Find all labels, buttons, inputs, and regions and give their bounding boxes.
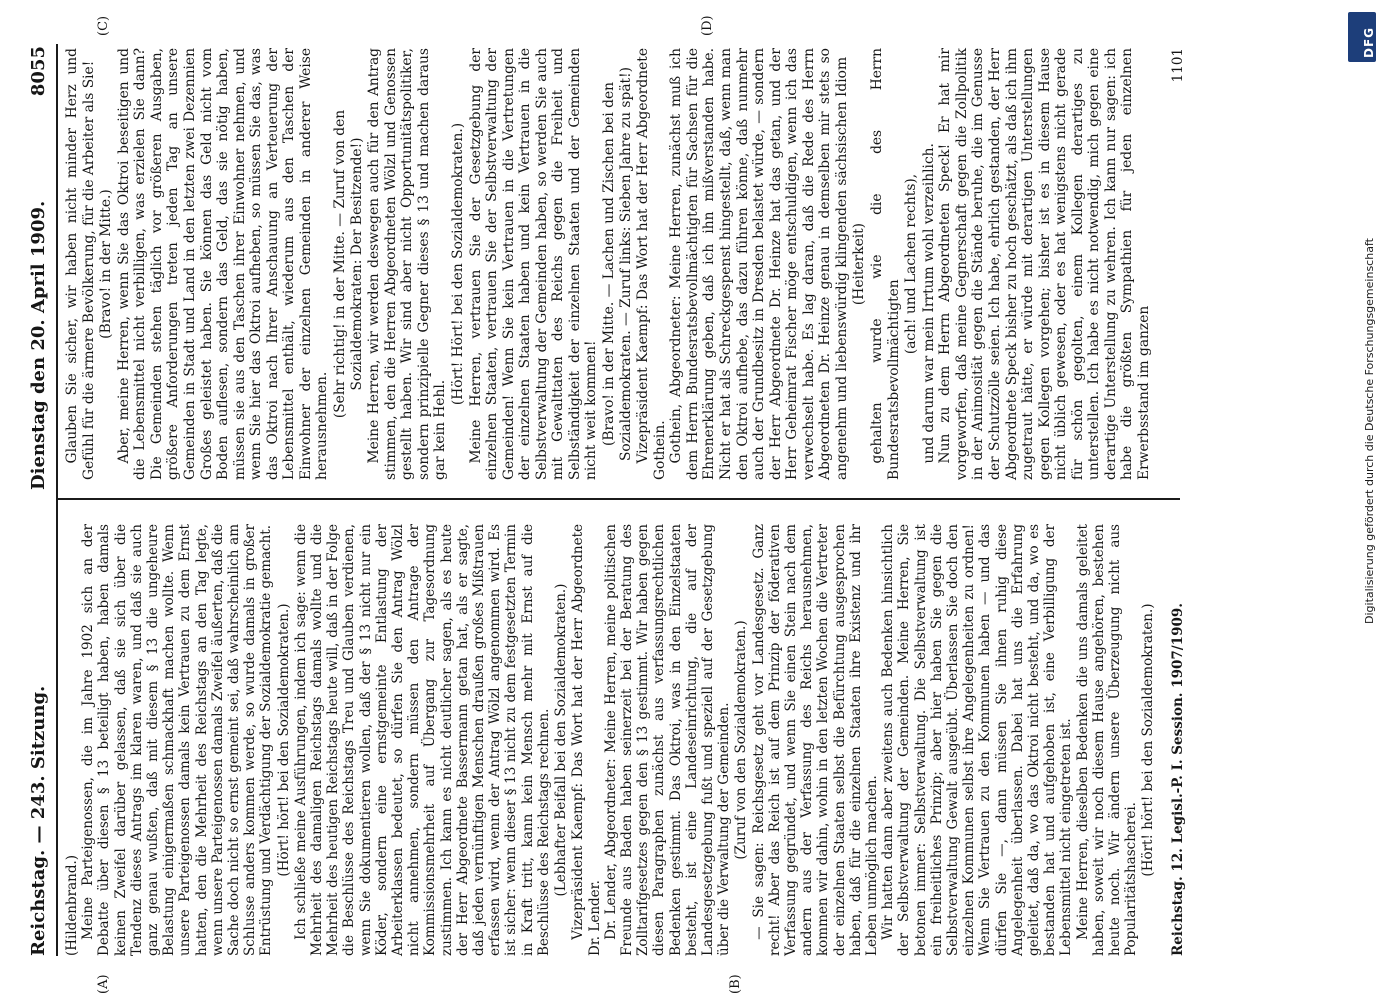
stage-direction: (Heiterkeit)	[851, 222, 868, 306]
stage-direction: (Bravo! in der Mitte.)	[98, 189, 115, 339]
stage-direction: (Hört! hört! bei den Sozialdemokraten.)	[1140, 603, 1157, 877]
paragraph: Meine Herren, wir werden deswegen auch für den Antrag stimmen, den die Herren Abgeordneten Wölzl und Genossen gestellt haben. Wir sind aber nicht Opportunitätspolitiker, sondern prinzipielle Gegner dieses § 13 und machen daraus gar kein Hehl.	[366, 48, 449, 480]
left-running-head: Reichstag. — 243. Sitzung.	[28, 685, 49, 956]
paragraph: Meine Parteigenossen, die im Jahre 1902 sich an der Debatte über diesen § 13 beteiligt haben, haben damals keinen Zweifel darüber gelassen, daß sie sich über die Tendenz dieses Antrags im klaren waren, und daß sie auch ganz genau wußten, daß mit diesem § 13 die ungeheure Belastung einigermaßen schmackhaft machen wollte. Wenn unsere Parteigenossen damals kein Vertrauen zu dem Ernst hatten, den die Mehrheit des Reichstags an den Tag legte, wenn unsere Parteigenossen damals Zweifel äußerten, daß die Sache doch nicht so ernst gemeint sei, daß wahrscheinlich am Schlusse anders kommen werde, so wurde damals in großer Entrüstung und Verdächtigung der Sozialdemokratie gemacht.	[80, 524, 275, 956]
margin-letter-b: (B)	[728, 974, 743, 994]
stage-direction: (Bravo! in der Mitte. — Lachen und Zischen bei den Sozialdemokraten. — Zuruf links: Sieben Jahre zu spät!)	[601, 66, 634, 462]
right-running-head: Dienstag den 20. April 1909.	[28, 200, 49, 490]
paragraph: Glauben Sie sicher, wir haben nicht minder Herz und Gefühl für die ärmere Bevölkerung, für die Arbeiter als Sie!	[64, 48, 97, 480]
paragraph: Meine Herren, dieselben Bedenken die uns damals geleitet haben, soweit wir noch diesem Hause angehören, bestehen heute noch. Wir ändern unsere Überzeugung nicht aus Popularitätshascherei.	[1074, 524, 1140, 956]
paragraph: Vizepräsident Kaempf: Das Wort hat der Herr Abgeordnete Gothein.	[635, 48, 668, 480]
left-text-column	[64, 524, 1158, 956]
paragraph: Wir hatten dann aber zweitens auch Bedenken hinsichtlich der Selbstverwaltung der Gemeinden. Meine Herren, Sie betonen immer: Selbstverwaltung. Die Selbstverwaltung ist ein freiheitliches Prinzip; aber hier haben Sie gegen die Selbstverwaltung Gewalt ausgeübt. Überlassen Sie doch den einzelnen Kommunen selbst ihre Angelegenheiten zu ordnen! Wenn Sie Vertrauen zu den Kommunen haben — und das dürfen Sie —, dann müssen Sie ihnen ruhig diese Angelegenheit überlassen. Dabei hat uns die Erfahrung geleitet, daß da, wo das Oktroi nicht besteht, und da, wo es bestanden hat und aufgehoben ist, eine Verbilligung der Lebensmittel nicht eingetreten ist.	[880, 524, 1075, 956]
digitization-stamp	[1344, 4, 1382, 996]
dfg-logo-text: DFG	[1362, 26, 1376, 58]
paragraph: gehalten wurde wie die des Herrn Bundesratsbevollmächtigten	[869, 48, 902, 480]
stage-direction: (Hört! Hört! bei den Sozialdemokraten.)	[449, 122, 466, 406]
footer-sheet-number: 1101	[1170, 48, 1186, 83]
stage-direction: (Lebhafter Beifall bei den Sozialdemokraten.)	[553, 583, 570, 897]
right-running-head-wrap	[28, 46, 54, 512]
paragraph: — Sie sagen: Reichsgesetz geht vor Landesgesetz. Ganz recht! Aber das Reich ist auf dem Prinzip der föderativen Verfassung gegründet, und wenn Sie einen Stein nach dem andern aus der Verfassung des Reichs herausnehmen, kommen wir dahin, wohin in den letzten Wochen die Vertreter der einzelnen Staaten selbst die Befürchtung ausgesprochen haben, daß für die einzelnen Staaten ihre Existenz und ihr Leben unmöglich machen.	[750, 524, 880, 956]
stage-direction: (Hört! hört! bei den Sozialdemokraten.)	[275, 603, 292, 877]
paragraph: und darum war mein Irrtum wohl verzeihlich.	[920, 143, 937, 464]
right-text-column	[64, 48, 1153, 480]
paragraph: Nun zu dem Herrn Abgeordneten Speck! Er hat mir vorgeworfen, daß meine Gegnerschaft gegen die Zollpolitik in der Animosität gegen die Stände beruhe, die im Genusse der Schutzzölle seien. Ich habe, ehrlich gestanden, der Herr Abgeordnete Speck bisher zu hoch geschätzt, als daß ich ihm zugetraut hätte, er würde mit derartigen Unterstellungen gegen Kollegen vorgehen; bisher ist es in diesem Hause nicht üblich gewesen, oder es hat wenigstens nicht gerade für schön gegolten, einem Kollegen derartiges zu unterstellen. Ich habe es nicht notwendig, mich gegen eine derartige Unterstellung zu wehren. Ich kann nur sagen: ich habe die größten Sympathien für jeden einzelnen Erwerbsstand im ganzen	[937, 48, 1152, 480]
paragraph: Ich schließe meine Ausführungen, indem ich sage: wenn die Mehrheit des damaligen Reichstags damals wollte und die Mehrheit des heutigen Reichstags heute will, daß in der Folge die Beschlüsse des Reichstags Treu und Glauben verdienen, wenn Sie dokumentieren wollen, daß der § 13 nicht nur ein Köder, sondern eine ernstgemeinte Entlastung der Arbeiterklassen bedeutet, so dürfen Sie den Antrag Wölzl nicht annehmen, sondern müssen den Antrage der Kommissionsmehrheit auf Übergang zur Tagesordnung zustimmen. Ich kann es nicht deutlicher sagen, als es heute der Herr Abgeordnete Bassermann getan hat, als er sagte, daß jeden vernünftigen Menschen draußen großes Mißtrauen erfassen wird, wenn der Antrag Wölzl angenommen wird. Es ist sicher: wenn dieser § 13 nicht zu dem festgesetzten Termin in Kraft tritt, kann kein Mensch mehr mit Ernst auf die Beschlüsse des Reichstags rechnen.	[292, 524, 552, 956]
footer-session: Reichstag. 12. Legisl.-P. I. Session. 1907/1909.	[1170, 603, 1186, 956]
stage-direction: (Sehr richtig! in der Mitte. — Zuruf von den Sozialdemokraten: Der Besitzende!)	[332, 109, 365, 419]
page-number: 8055	[28, 46, 49, 97]
column-divider	[58, 498, 1180, 500]
dfg-logo	[1348, 12, 1376, 62]
stage-direction: (ach! und Lachen rechts),	[903, 173, 920, 355]
stage-direction: (Zuruf von den Sozialdemokraten.)	[733, 620, 750, 860]
paragraph: Meine Herren, vertrauen Sie der Gesetzgebung der einzelnen Staaten, vertrauen Sie der Selbstverwaltung der Gemeinden! Wenn Sie kein Vertrauen in die Vertretungen der einzelnen Staaten haben und kein Vertrauen in die Selbstverwaltung der Gemeinden haben, so werden Sie auch mit Gewalttaten des Reichs gegen die Freiheit und Selbständigkeit der einzelnen Staaten und der Gemeinden nicht weit kommen!	[467, 48, 600, 480]
paragraph: Gothein, Abgeordneter: Meine Herren, zunächst muß ich dem Herrn Bundesratsbevollmächtigten für Sachsen für die Ehrenerklärung geben, daß ich ihn mißverstanden habe. Nicht er hat als Schreckgespenst hingestellt, daß, wenn man den Oktroi aufhebe, das dazu führen könne, daß nunmehr auch der Grundbesitz in Dresden belastet würde, — sondern der Herr Abgeordnete Dr. Heinze hat das getan, und der Herr Geheimrat Fischer möge entschuldigen, wenn ich das verwechselt habe. Es lag daran, daß die Rede des Herrn Abgeordneten Dr. Heinze genau in demselben mir stets so angenehm und liebenswürdig klingenden sächsischen Idiom	[668, 48, 850, 480]
margin-letter-d: (D)	[700, 15, 715, 36]
paragraph: Vizepräsident Kaempf: Das Wort hat der Herr Abgeordnete Dr. Lender.	[570, 524, 603, 956]
margin-letter-a: (A)	[96, 974, 111, 994]
paragraph: Aber, meine Herren, wenn Sie das Oktroi beseitigen und die Lebensmittel nicht verbilligen, was erzielen Sie dann? Die Gemeinden stehen täglich vor größeren Ausgaben, größere Anforderungen treten jeden Tag an unsere Gemeinden in Stadt und Land in den letzten zwei Dezennien Großes geleistet haben. Sie können das Geld nicht vom Boden auflesen, sondern das Geld, das sie nötig haben, müssen sie aus den Taschen ihrer Einwohner nehmen, und wenn Sie hier das Oktroi aufheben, so müssen Sie das, was das Oktroi nach Ihrer Anschauung an Verteuerung der Lebensmittel enthält, wiederum aus den Taschen der Einwohner der einzelnen Gemeinden in anderer Weise herausnehmen.	[115, 48, 331, 480]
speaker-label: (Hildenbrand.)	[64, 854, 80, 956]
paragraph: Dr. Lender, Abgeordneter: Meine Herren, meine politischen Freunde aus Baden haben seinerzeit bei der Beratung des Zolltarifgesetzes gegen den § 13 gestimmt. Wir haben gegen diesen Paragraphen zunächst aus verfassungsrechtlichen Bedenken gestimmt. Das Oktroi, was in den Einzelstaaten besteht, ist eine Landeseinrichtung, die auf der Landesgesetzgebung fußt und speziell auf der Gesetzgebung über die Verwaltung der Gemeinden.	[602, 524, 733, 956]
header-rule	[56, 44, 58, 956]
digitization-notice: Digitalisierung gefördert durch die Deutsche Forschungsgemeinschaft	[1363, 238, 1376, 624]
margin-letter-c: (C)	[96, 15, 111, 36]
